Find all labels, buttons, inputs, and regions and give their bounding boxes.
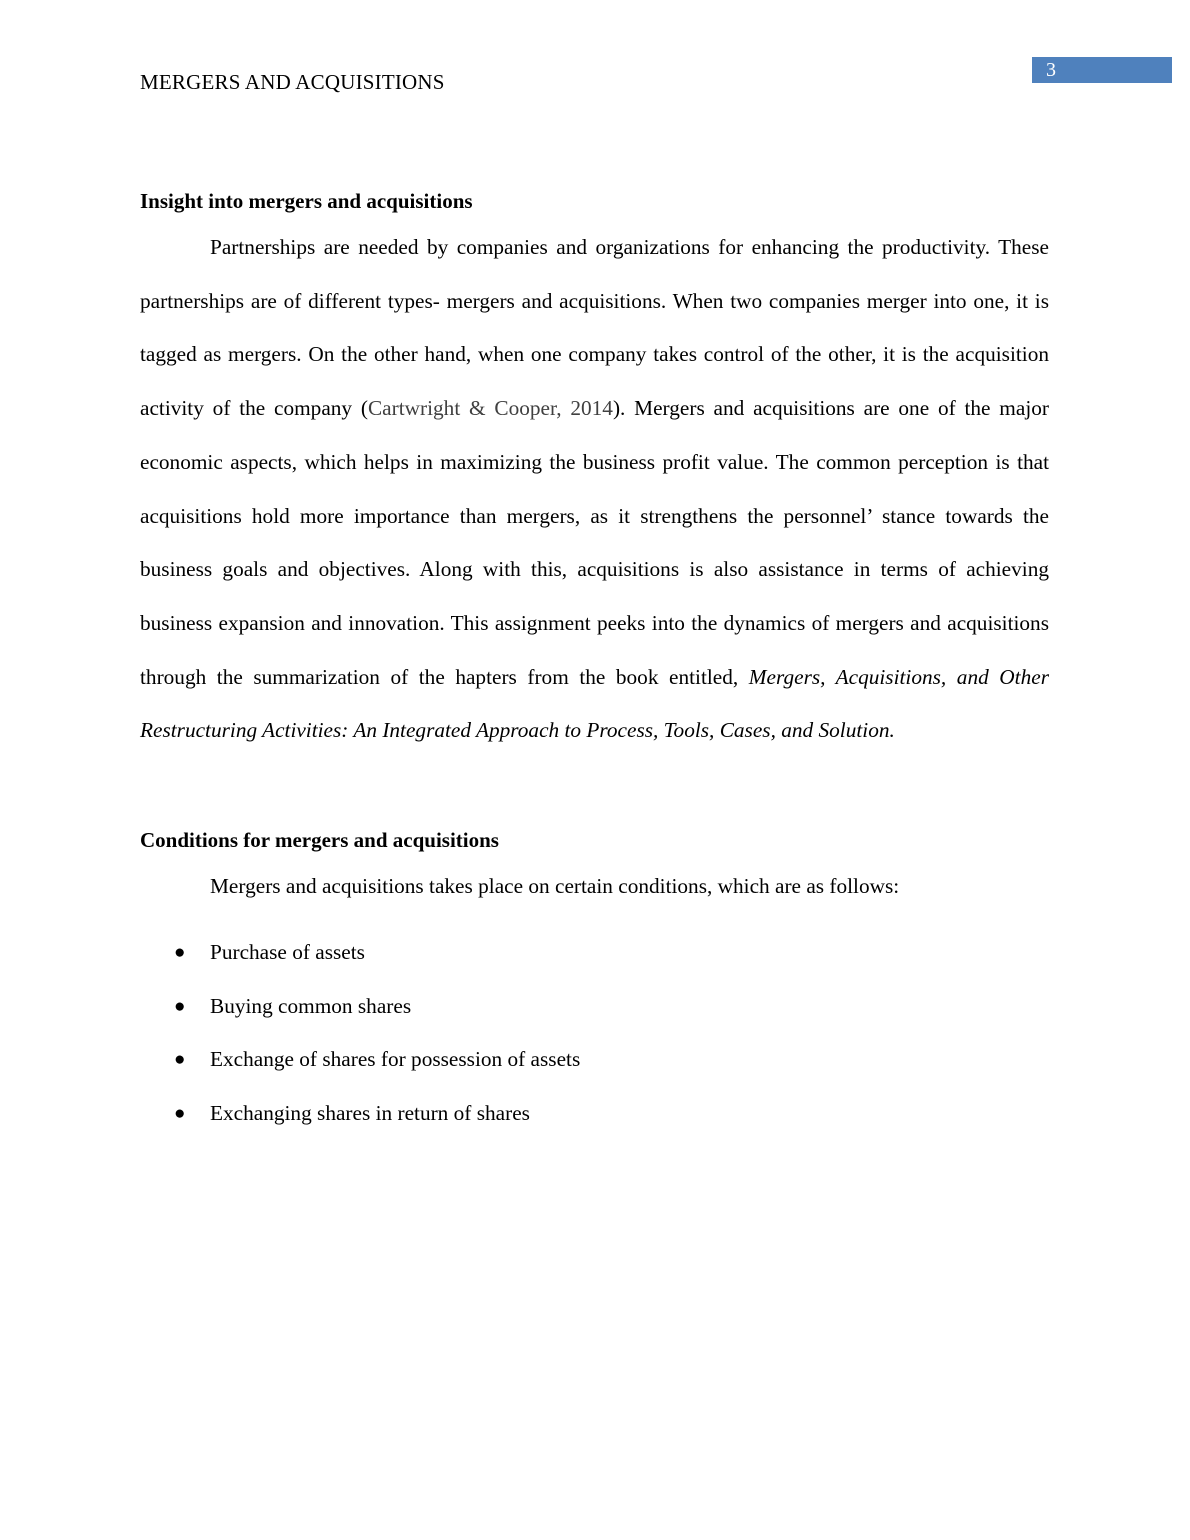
- bullet-icon: ●: [174, 995, 186, 1017]
- section-heading-conditions: Conditions for mergers and acquisitions: [140, 828, 499, 853]
- book-title: Mergers, Acquisitions, and Other Restructuring Activities: An Integrated Approach to Process, Tools, Cases, and Solution.: [140, 664, 1049, 743]
- conditions-list: [140, 926, 1049, 1141]
- running-header-title: MERGERS AND ACQUISITIONS: [140, 70, 445, 94]
- citation: Cartwright & Cooper, 2014: [367, 396, 613, 421]
- section-heading-insight: Insight into mergers and acquisitions: [140, 189, 473, 213]
- bullet-icon: ●: [174, 942, 186, 964]
- page-number-badge: [1032, 57, 1172, 83]
- list-item-text: Purchase of assets: [210, 940, 365, 965]
- list-item: [140, 980, 1049, 1034]
- conditions-intro: Mergers and acquisitions takes place on certain conditions, which are as follows:: [210, 874, 900, 899]
- document-body: [140, 181, 1049, 1141]
- bullet-icon: ●: [174, 1103, 186, 1125]
- bullet-icon: ●: [174, 1049, 186, 1071]
- page-number: 3: [1046, 59, 1056, 81]
- paragraph-text-start: Partnerships are needed by companies and organizations for enhancing the productivity. These partnerships are of different types- mergers and acquisitions. When two companies merger into one, it is tagged as mergers. On the other hand, when one company takes control of the other, it is the acquisition activity of the company (: [140, 235, 1049, 421]
- list-item: [140, 1033, 1049, 1087]
- list-item-text: Exchange of shares for possession of assets: [210, 1047, 581, 1072]
- list-item-text: Exchanging shares in return of shares: [210, 1101, 530, 1126]
- list-item-text: Buying common shares: [210, 993, 412, 1018]
- list-item: [140, 1087, 1049, 1141]
- paragraph-text-end: ). Mergers and acquisitions are one of the major economic aspects, which helps in maximizing the business profit value. The common perception is that acquisitions hold more importance than mergers, as it strengthens the personnel’ stance towards the business goals and objectives. Along with this, acquisitions is also assistance in terms of achieving business expansion and innovation. This assignment peeks into the dynamics of mergers and acquisitions through the summarization of the hapters from the book entitled,: [140, 396, 1049, 689]
- insight-paragraph: [140, 221, 1049, 758]
- list-item: [140, 926, 1049, 980]
